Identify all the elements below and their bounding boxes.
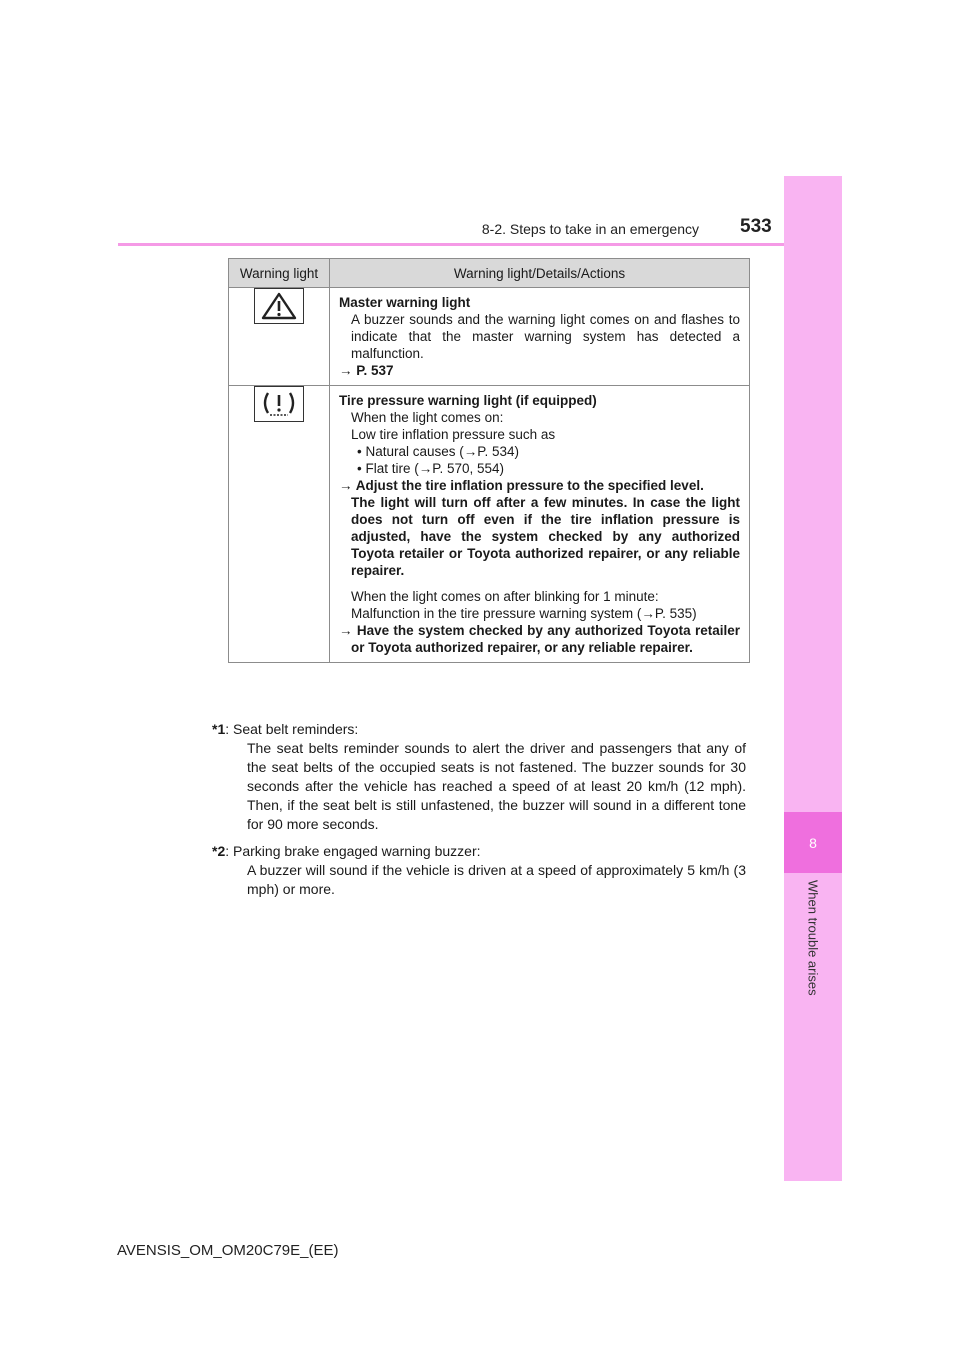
section-title: 8-2. Steps to take in an emergency xyxy=(481,221,699,237)
footnote-title: : Parking brake engaged warning buzzer: xyxy=(225,843,481,859)
col-header-warning-light: Warning light xyxy=(229,259,330,288)
table-row xyxy=(229,386,750,663)
header-rule xyxy=(118,243,784,246)
chapter-title: When trouble arises xyxy=(805,880,821,996)
cause-text: Low tire inflation pressure such as xyxy=(351,427,556,442)
document-code: AVENSIS_OM_OM20C79E_(EE) xyxy=(117,1242,339,1259)
details-cell xyxy=(330,386,750,663)
bullet-item: • Natural causes (→P. 534) xyxy=(357,444,520,459)
footnote xyxy=(212,842,746,899)
warning-light-table xyxy=(228,258,750,663)
condition-text: When the light comes on: xyxy=(351,410,504,425)
col-header-details: Warning light/Details/Actions xyxy=(330,259,750,288)
action-text: → Have the system checked by any authorized Toyota retailer or Toyota authorized repairer, or any reliable repairer. xyxy=(339,623,740,655)
row-description: A buzzer sounds and the warning light comes on and flashes to indicate that the master warning system has detected a malfunction. xyxy=(351,312,740,361)
icon-cell xyxy=(229,288,330,386)
side-tab xyxy=(784,176,842,1181)
table-header-row xyxy=(229,259,750,288)
action-detail: The light will turn off after a few minutes. In case the light does not turn off even if the tire inflation pressure is adjusted, have the system checked by any authorized Toyota retailer or Toyota authorized repairer, or any reliable repairer. xyxy=(351,495,740,578)
page-number: 533 xyxy=(740,216,772,237)
row-title: Master warning light xyxy=(339,295,471,310)
condition-text: When the light comes on after blinking for 1 minute: xyxy=(351,589,659,604)
master-warning-triangle-icon xyxy=(254,288,304,324)
footnote-title: : Seat belt reminders: xyxy=(225,721,359,737)
footnote-body: The seat belts reminder sounds to alert the driver and passengers that any of the seat belts of the occupied seats is not fastened. The buzzer sounds for 30 seconds after the vehicle has reached a speed of at least 20 km/h (12 mph). Then, if the seat belt is still unfastened, the buzzer will sound in a different tone for 90 more seconds. xyxy=(247,740,746,832)
page-reference: → P. 537 xyxy=(339,363,394,378)
footnote xyxy=(212,720,746,834)
cause-text: Malfunction in the tire pressure warning system (→P. 535) xyxy=(351,606,697,621)
footnote-body: A buzzer will sound if the vehicle is driven at a speed of approximately 5 km/h (3 mph) or more. xyxy=(247,862,746,897)
footnotes xyxy=(212,720,746,907)
footnote-mark: *2 xyxy=(212,843,226,859)
row-title: Tire pressure warning light (if equipped) xyxy=(339,393,597,408)
footnote-mark: *1 xyxy=(212,721,226,737)
chapter-number: 8 xyxy=(784,812,842,873)
details-cell xyxy=(330,288,750,386)
tire-pressure-warning-icon xyxy=(254,386,304,422)
bullet-item: • Flat tire (→P. 570, 554) xyxy=(357,461,505,476)
table-row xyxy=(229,288,750,386)
icon-cell xyxy=(229,386,330,663)
action-text: → Adjust the tire inflation pressure to the specified level. xyxy=(339,478,704,493)
